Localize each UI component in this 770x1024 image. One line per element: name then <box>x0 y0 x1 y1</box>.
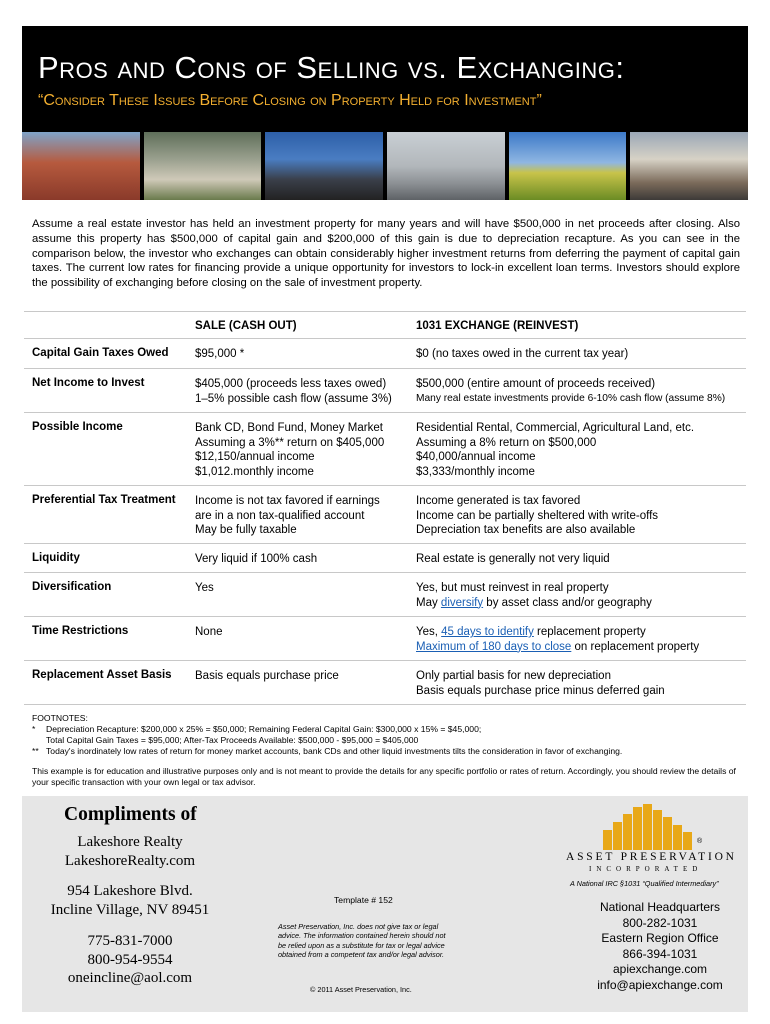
sale-cell: Yes <box>195 582 214 594</box>
legal-notice: Asset Preservation, Inc. does not give tax or legal advice. The information contained herein should not be relied upon as a substitute for tax or legal advice obtained from a competent tax and/or legal advisor. <box>278 922 446 960</box>
api-website[interactable]: apiexchange.com <box>612 962 708 976</box>
api-email[interactable]: info@apiexchange.com <box>597 977 723 992</box>
row-label: Replacement Asset Basis <box>32 669 172 681</box>
footnotes: FOOTNOTES: * Depreciation Recapture: $200,000 x 25% = $50,000; Remaining Federal Capital Gain: $300,000 x 15% = $45,000; Total Capital Gain Taxes = $95,000; After-Tax Proceeds Available: $500,000 - $95,000 = $405,000 ** Today's inordinately low rates of return for money market accounts, bank CDs and other liquid investments tilts the consideration in favor of exchanging. <box>32 713 744 757</box>
divider <box>24 412 746 413</box>
logo-tagline: A National IRC §1031 “Qualified Intermediary” <box>570 879 719 888</box>
row-label: Liquidity <box>32 552 80 564</box>
divider <box>24 572 746 573</box>
exchange-cell: Yes, but must reinvest in real property May diversify by asset class and/or geography <box>416 582 652 609</box>
page-subtitle: “Consider These Issues Before Closing on Property Held for Investment” <box>38 92 542 109</box>
exchange-cell: Yes, 45 days to identify replacement property Maximum of 180 days to close on replacement property <box>416 626 700 653</box>
footnotes-heading: FOOTNOTES: <box>32 713 88 723</box>
registered-mark: ® <box>697 838 703 845</box>
exchange-cell: Real estate is generally not very liquid <box>416 553 610 565</box>
identify-45-days-link[interactable]: 45 days to identify <box>441 626 534 638</box>
template-number: Template # 152 <box>334 895 393 905</box>
diversify-link[interactable]: diversify <box>440 596 484 609</box>
sale-cell: Basis equals purchase price <box>195 670 339 682</box>
divider <box>24 368 746 369</box>
agent-email[interactable]: oneincline@aol.com <box>67 970 193 986</box>
row-label: Diversification <box>32 581 112 593</box>
copyright: © 2011 Asset Preservation, Inc. <box>310 985 412 994</box>
sale-cell: None <box>195 626 223 638</box>
page-title: Pros and Cons of Selling vs. Exchanging: <box>38 50 625 85</box>
divider <box>24 704 746 705</box>
asset-preservation-logo <box>603 804 695 850</box>
agent-address: 954 Lakeshore Blvd. Incline Village, NV 89451 <box>50 883 210 918</box>
divider <box>24 485 746 486</box>
row-label: Preferential Tax Treatment <box>32 494 176 506</box>
divider <box>24 616 746 617</box>
divider <box>24 543 746 544</box>
row-label: Net Income to Invest <box>32 377 145 389</box>
house-photo <box>144 132 262 200</box>
farmland-photo <box>509 132 627 200</box>
logo-incorporated: INCORPORATED <box>589 865 703 873</box>
close-180-days-link[interactable]: Maximum of 180 days to close <box>416 640 572 653</box>
disclaimer: This example is for education and illustrative purposes only and is not meant to provide the details for any specific portfolio or rates of return. Accordingly, you should review the details of your specific transaction with your own legal or tax advisor. <box>32 766 736 787</box>
divider <box>24 338 746 339</box>
column-header-sale: SALE (CASH OUT) <box>195 320 297 332</box>
agent-contact: 775-831-7000 800-954-9554 oneincline@aol.com <box>40 932 220 988</box>
exchange-cell: Only partial basis for new depreciation Basis equals purchase price minus deferred gain <box>416 670 665 697</box>
headquarters-contact: National Headquarters 800-282-1031 Eastern Region Office 866-394-1031 apiexchange.com info@apiexchange.com <box>572 900 748 993</box>
exchange-cell: Income generated is tax favored Income can be partially sheltered with write-offs Depreciation tax benefits are also available <box>416 495 659 537</box>
compliments-heading: Compliments of <box>64 804 197 825</box>
row-label: Time Restrictions <box>32 625 129 637</box>
agent-company: Lakeshore Realty LakeshoreRealty.com <box>64 834 196 869</box>
sale-cell: $405,000 (proceeds less taxes owed) 1–5% possible cash flow (assume 3%) <box>195 378 392 405</box>
exchange-cell: $500,000 (entire amount of proceeds received) Many real estate investments provide 6-10% cash flow (assume 8%) <box>416 378 726 404</box>
intro-paragraph: Assume a real estate investor has held an investment property for many years and will have $500,000 in net proceeds after closing. Also assume this property has $500,000 of capital gain and $200,000 of this gain is due to depreciation recapture. As you can see in the comparison below, the investor who exchanges can obtain considerably higher investment returns from deferring the payment of capital gain taxes. The current low rates for financing provide a unique opportunity for investors to lock-in excellent loan terms. Investors should explore the possibility of exchanging before closing on the sale of investment property. <box>32 218 740 290</box>
column-header-exchange: 1031 EXCHANGE (REINVEST) <box>416 320 579 332</box>
townhouses-photo <box>630 132 748 200</box>
photo-strip <box>22 132 748 200</box>
logo-wordmark: ASSET PRESERVATION <box>566 851 737 863</box>
city-skyline-photo <box>265 132 383 200</box>
airplane-photo <box>387 132 505 200</box>
sale-cell: Bank CD, Bond Fund, Money Market Assuming a 3%** return on $405,000 $12,150/annual income $1,012.monthly income <box>195 422 385 478</box>
exchange-cell: Residential Rental, Commercial, Agricultural Land, etc. Assuming a 8% return on $500,000 $40,000/annual income $3,333/monthly income <box>416 422 695 478</box>
sale-cell: $95,000 * <box>195 348 245 360</box>
exchange-cell: $0 (no taxes owed in the current tax year) <box>416 348 629 360</box>
row-label: Possible Income <box>32 421 123 433</box>
sale-cell: Very liquid if 100% cash <box>195 553 318 565</box>
storefront-photo <box>22 132 140 200</box>
divider <box>24 660 746 661</box>
sale-cell: Income is not tax favored if earnings are in a non tax-qualified account May be fully taxable <box>195 495 380 537</box>
divider <box>24 311 746 312</box>
row-label: Capital Gain Taxes Owed <box>32 347 169 359</box>
